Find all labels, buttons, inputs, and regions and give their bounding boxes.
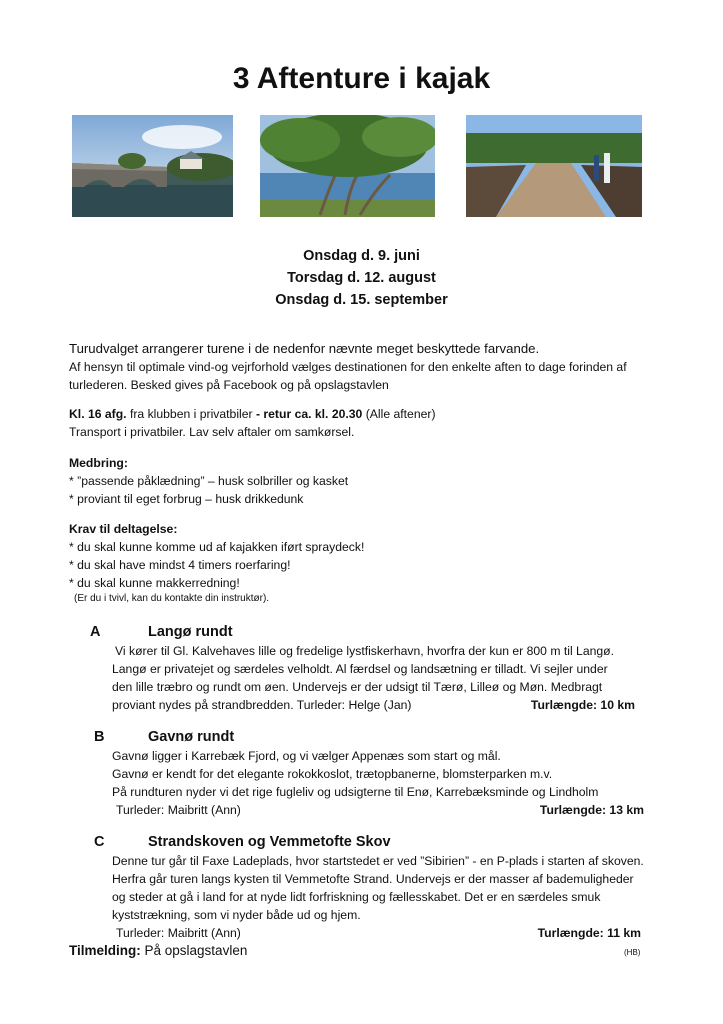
tour-line: Denne tur går til Faxe Ladeplads, hvor startstedet er ved ”Sibirien” - en P-plads i starten af skoven. bbox=[112, 854, 644, 868]
departure-info bbox=[69, 405, 436, 441]
tour-length: Turlængde: 13 km bbox=[539, 803, 644, 817]
tour-title: Langø rundt bbox=[148, 624, 233, 640]
tour-line: og steder at gå i land for at nyde lidt forfriskning og fællesskabet. Det er en særdeles smuk bbox=[112, 890, 601, 904]
departure-time: Kl. 16 afg. bbox=[69, 407, 127, 421]
tour-length: Turlængde: 11 km bbox=[537, 926, 641, 940]
requirement-item: * du skal kunne makkerredning! bbox=[69, 576, 240, 590]
tour-letter: C bbox=[94, 834, 105, 850]
tour-line: den lille træbro og rundt om øen. Undervejs er der udsigt til Tærø, Lilleø og Møn. Medbragt bbox=[112, 680, 603, 694]
return-time: - retur ca. kl. 20.30 bbox=[255, 407, 363, 421]
tour-length: Turlængde: 10 km bbox=[530, 698, 635, 712]
date-1: Onsdag d. 9. juni bbox=[303, 248, 420, 264]
departure-note: (Alle aftener) bbox=[362, 407, 436, 421]
tour-line: Herfra går turen langs kysten til Vemmetofte Strand. Undervejs er der masser af bademuligheder bbox=[112, 872, 634, 886]
tour-line: Turleder: Maibritt (Ann) bbox=[116, 926, 241, 940]
departure-line bbox=[69, 405, 436, 423]
page-title: 3 Aftenture i kajak bbox=[232, 62, 491, 95]
tour-line: proviant nydes på strandbredden. Turleder: Helge (Jan) bbox=[112, 698, 412, 712]
tour-line: Vi kører til Gl. Kalvehaves lille og fredelige lystfiskerhavn, hvorfra der kun er 800 m til Langø. bbox=[115, 644, 615, 658]
tour-letter: B bbox=[94, 729, 105, 745]
tour-line: Gavnø er kendt for det elegante rokokkoslot, trætopbanerne, blomsterparken m.v. bbox=[112, 767, 553, 781]
signup bbox=[69, 942, 247, 960]
bring-heading: Medbring: bbox=[69, 456, 128, 470]
tour-b bbox=[94, 727, 654, 819]
tour-footer bbox=[94, 801, 644, 819]
tour-line: Gavnø ligger i Karrebæk Fjord, og vi vælger Appenæs som start og mål. bbox=[112, 749, 501, 763]
event-dates bbox=[0, 245, 723, 311]
tree-by-water-photo bbox=[260, 115, 435, 217]
tour-a bbox=[90, 622, 650, 714]
signup-value: På opslagstavlen bbox=[140, 943, 248, 958]
signup-label: Tilmelding: bbox=[69, 943, 141, 958]
requirements-note: (Er du i tvivl, kan du kontakte din instruktør). bbox=[74, 593, 270, 604]
author-initials: (HB) bbox=[624, 948, 641, 957]
date-2: Torsdag d. 12. august bbox=[287, 270, 436, 286]
wooden-bridge-photo bbox=[466, 115, 642, 217]
bring-list bbox=[69, 454, 348, 508]
date-3: Onsdag d. 15. september bbox=[275, 292, 448, 308]
tour-line: På rundturen nyder vi det rige fugleliv og udsigterne til Enø, Karrebæksminde og Lindholm bbox=[112, 785, 599, 799]
intro-line-1: Turudvalget arrangerer turene i de nedenfor nævnte meget beskyttede farvande. bbox=[69, 341, 540, 356]
stone-bridge-photo bbox=[72, 115, 233, 217]
intro-line-3: turlederen. Besked gives på Facebook og på opslagstavlen bbox=[69, 378, 389, 392]
tour-title: Strandskoven og Vemmetofte Skov bbox=[148, 834, 391, 850]
tour-footer bbox=[90, 696, 635, 714]
tour-line: kyststrækning, som vi nyder både ud og hjem. bbox=[112, 908, 361, 922]
tour-c bbox=[94, 832, 654, 942]
requirements-list bbox=[69, 520, 364, 606]
tour-line: Turleder: Maibritt (Ann) bbox=[116, 803, 241, 817]
requirement-item: * du skal kunne komme ud af kajakken iført spraydeck! bbox=[69, 540, 365, 554]
transport-line: Transport i privatbiler. Lav selv aftaler om samkørsel. bbox=[69, 425, 355, 439]
requirement-item: * du skal have mindst 4 timers roerfaring! bbox=[69, 558, 291, 572]
tour-letter: A bbox=[90, 624, 101, 640]
tour-line: Langø er privatejet og særdeles velholdt. Al færdsel og landsætning er tilladt. Vi sejler under bbox=[112, 662, 608, 676]
bring-item: * ”passende påklædning” – husk solbriller og kasket bbox=[69, 474, 349, 488]
departure-text: fra klubben i privatbiler bbox=[126, 407, 256, 421]
bring-item: * proviant til eget forbrug – husk drikkedunk bbox=[69, 492, 304, 506]
intro-line-2: Af hensyn til optimale vind-og vejrforhold vælges destinationen for den enkelte aften to dage forinden af bbox=[69, 360, 627, 374]
tour-footer bbox=[94, 924, 641, 942]
tour-title: Gavnø rundt bbox=[148, 729, 235, 745]
requirements-heading: Krav til deltagelse: bbox=[69, 522, 178, 536]
intro bbox=[69, 340, 627, 394]
